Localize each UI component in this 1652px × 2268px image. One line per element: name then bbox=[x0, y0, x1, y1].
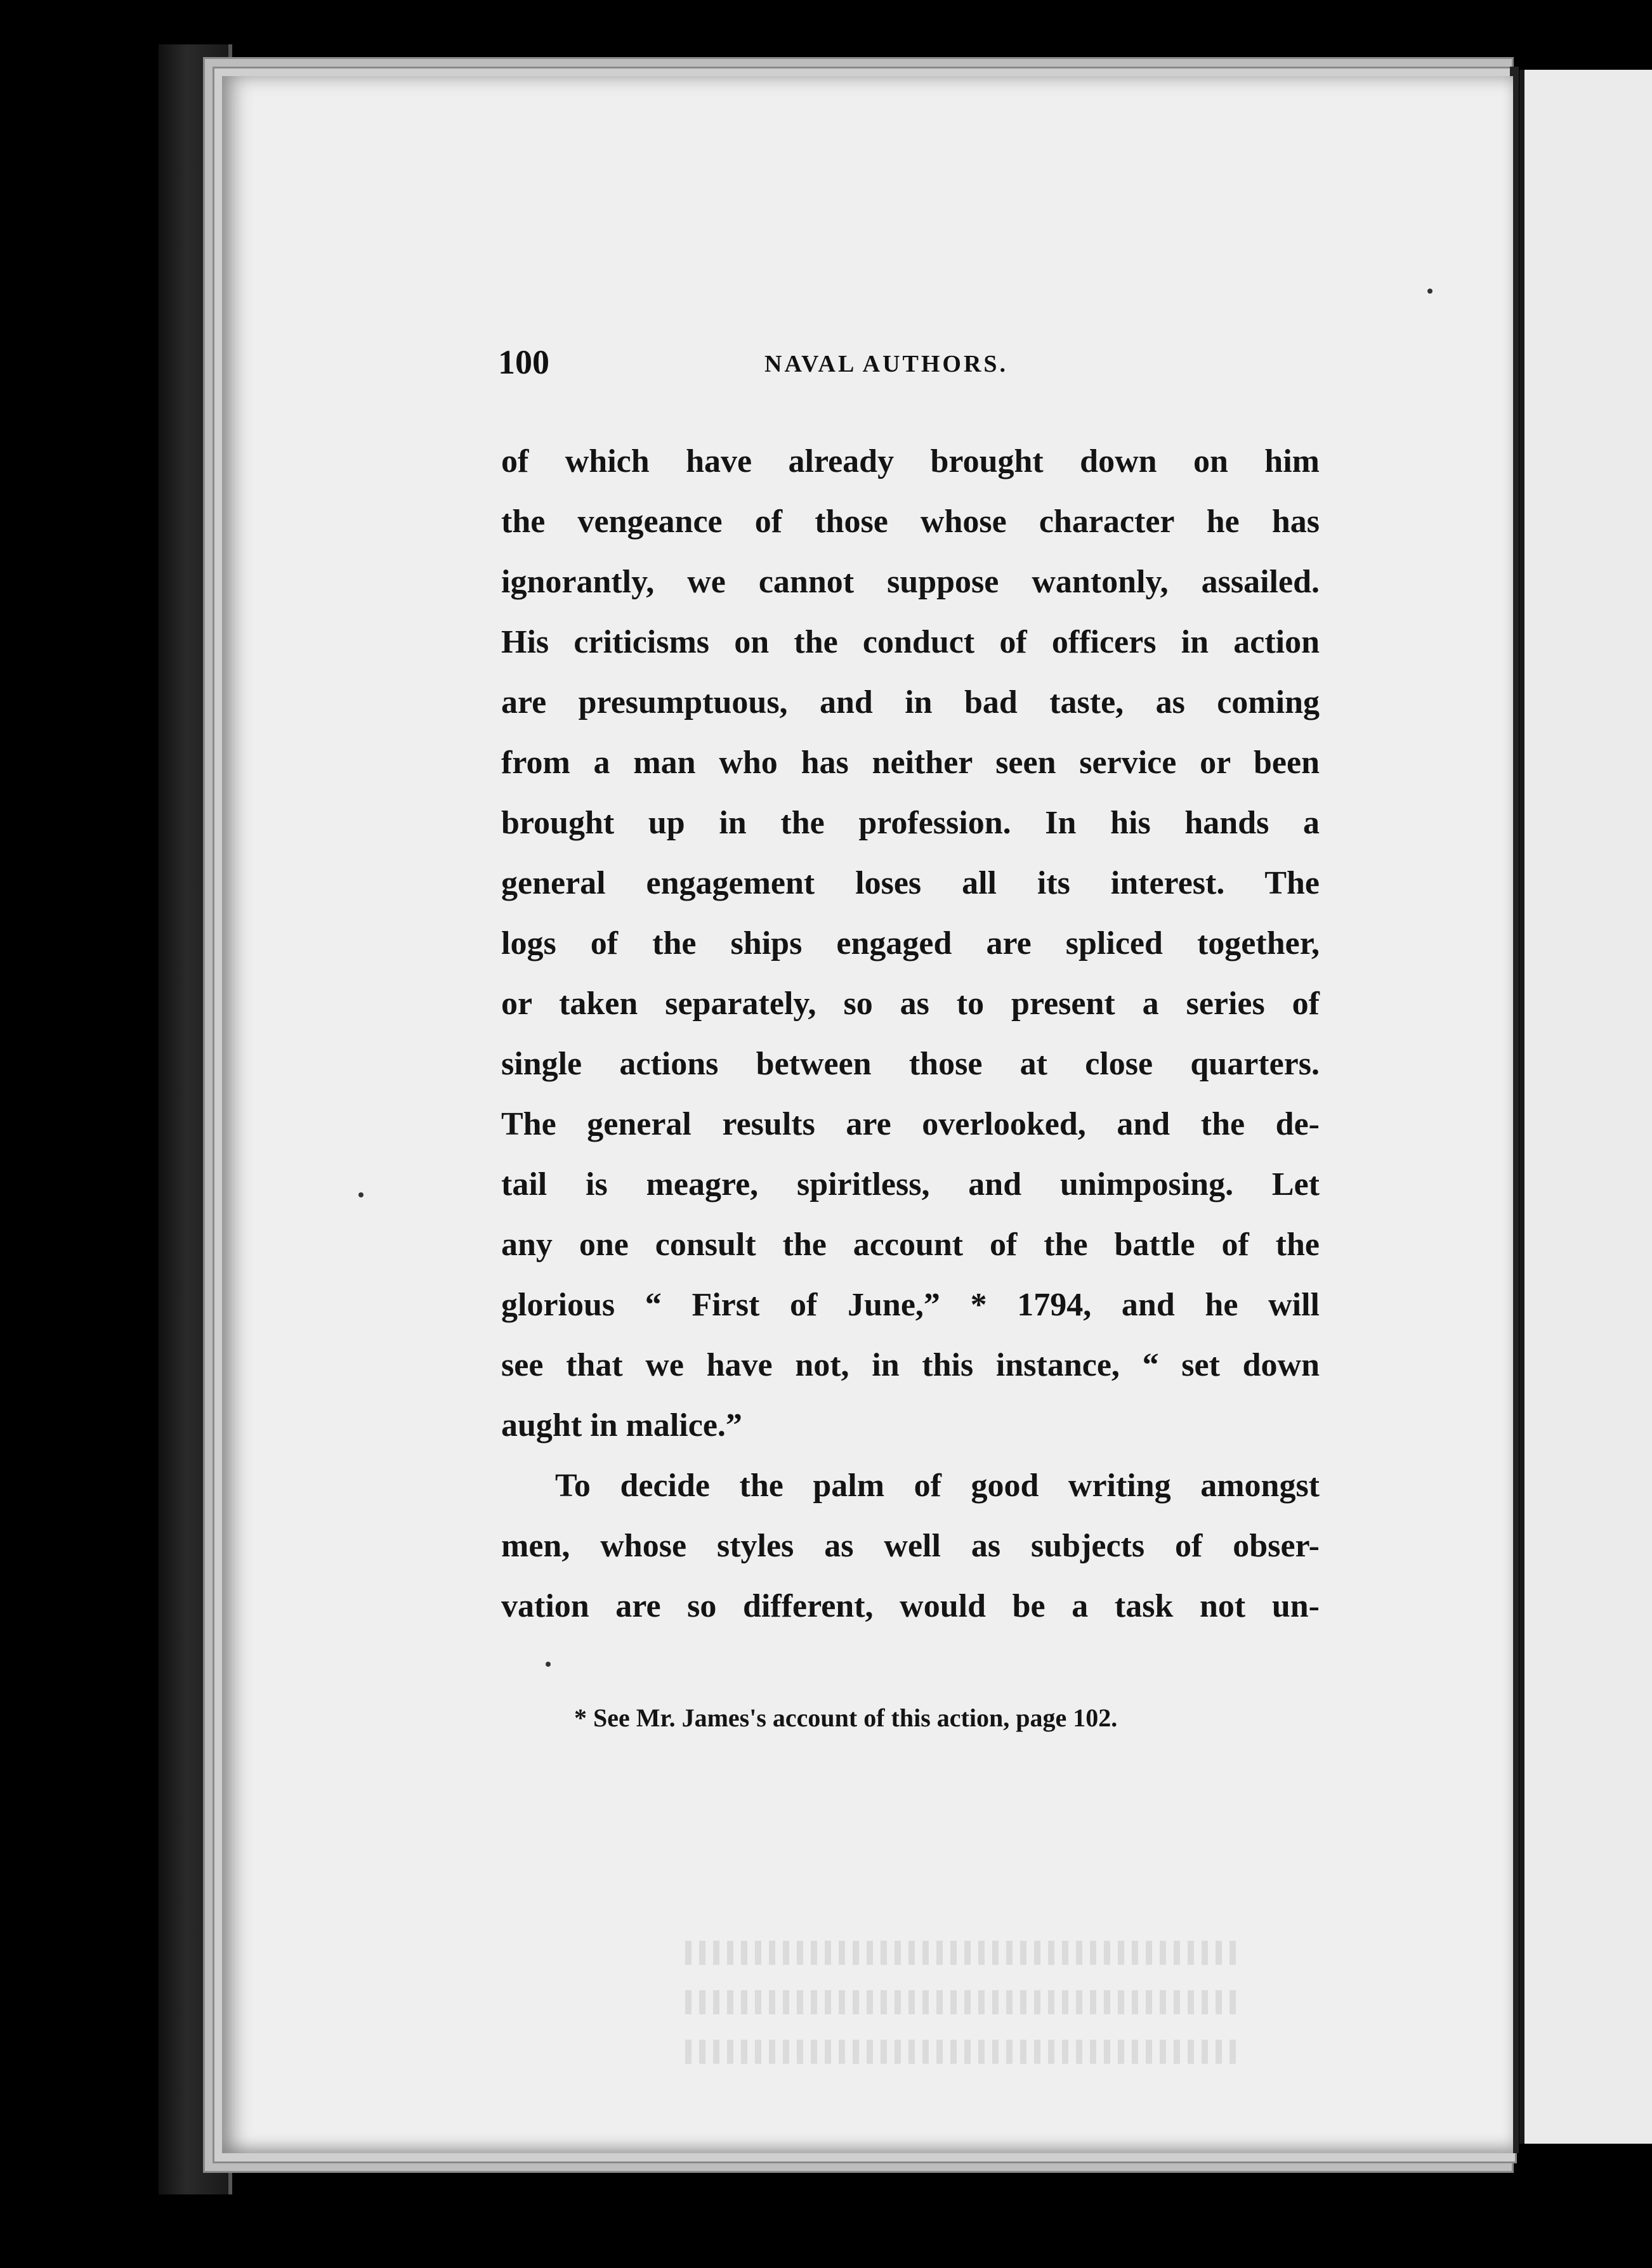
text-line: are presumptuous, and in bad taste, as coming bbox=[501, 684, 1320, 720]
text-line: from a man who has neither seen service or been bbox=[501, 745, 1320, 781]
footnote: * See Mr. James's account of this action, page 102. bbox=[574, 1704, 1118, 1732]
text-line: of which have already brought down on him bbox=[501, 443, 1320, 479]
text-line: tail is meagre, spiritless, and unimposing. Let bbox=[501, 1166, 1320, 1202]
ink-speck bbox=[546, 1662, 551, 1667]
text-line: single actions between those at close quarters. bbox=[501, 1046, 1320, 1082]
body-text bbox=[501, 431, 1320, 1636]
ink-speck bbox=[358, 1192, 364, 1197]
bleed-through-stamp bbox=[685, 1941, 1243, 2125]
text-line: any one consult the account of the battle of the bbox=[501, 1227, 1320, 1263]
text-line: The general results are overlooked, and the de- bbox=[501, 1106, 1320, 1142]
running-head: NAVAL AUTHORS. bbox=[764, 351, 1009, 377]
facing-page-edge bbox=[1519, 70, 1652, 2144]
text-line: the vengeance of those whose character he has bbox=[501, 504, 1320, 540]
page-number: 100 bbox=[498, 343, 549, 381]
text-line: logs of the ships engaged are spliced together, bbox=[501, 925, 1320, 961]
text-line: ignorantly, we cannot suppose wantonly, assailed. bbox=[501, 564, 1320, 600]
text-line: men, whose styles as well as subjects of obser- bbox=[501, 1528, 1320, 1564]
text-line: brought up in the profession. In his hands a bbox=[501, 805, 1320, 841]
text-line: or taken separately, so as to present a series of bbox=[501, 986, 1320, 1022]
text-line: general engagement loses all its interest. The bbox=[501, 865, 1320, 901]
text-line: see that we have not, in this instance, “ set down bbox=[501, 1347, 1320, 1383]
text-line: To decide the palm of good writing amongst bbox=[555, 1468, 1320, 1504]
text-line: His criticisms on the conduct of officers in action bbox=[501, 624, 1320, 660]
text-line: vation are so different, would be a task not un- bbox=[501, 1588, 1320, 1624]
text-line: glorious “ First of June,” * 1794, and he will bbox=[501, 1287, 1320, 1323]
ink-speck bbox=[1427, 289, 1432, 294]
page-header bbox=[498, 342, 1044, 393]
text-line: aught in malice.” bbox=[501, 1407, 742, 1444]
